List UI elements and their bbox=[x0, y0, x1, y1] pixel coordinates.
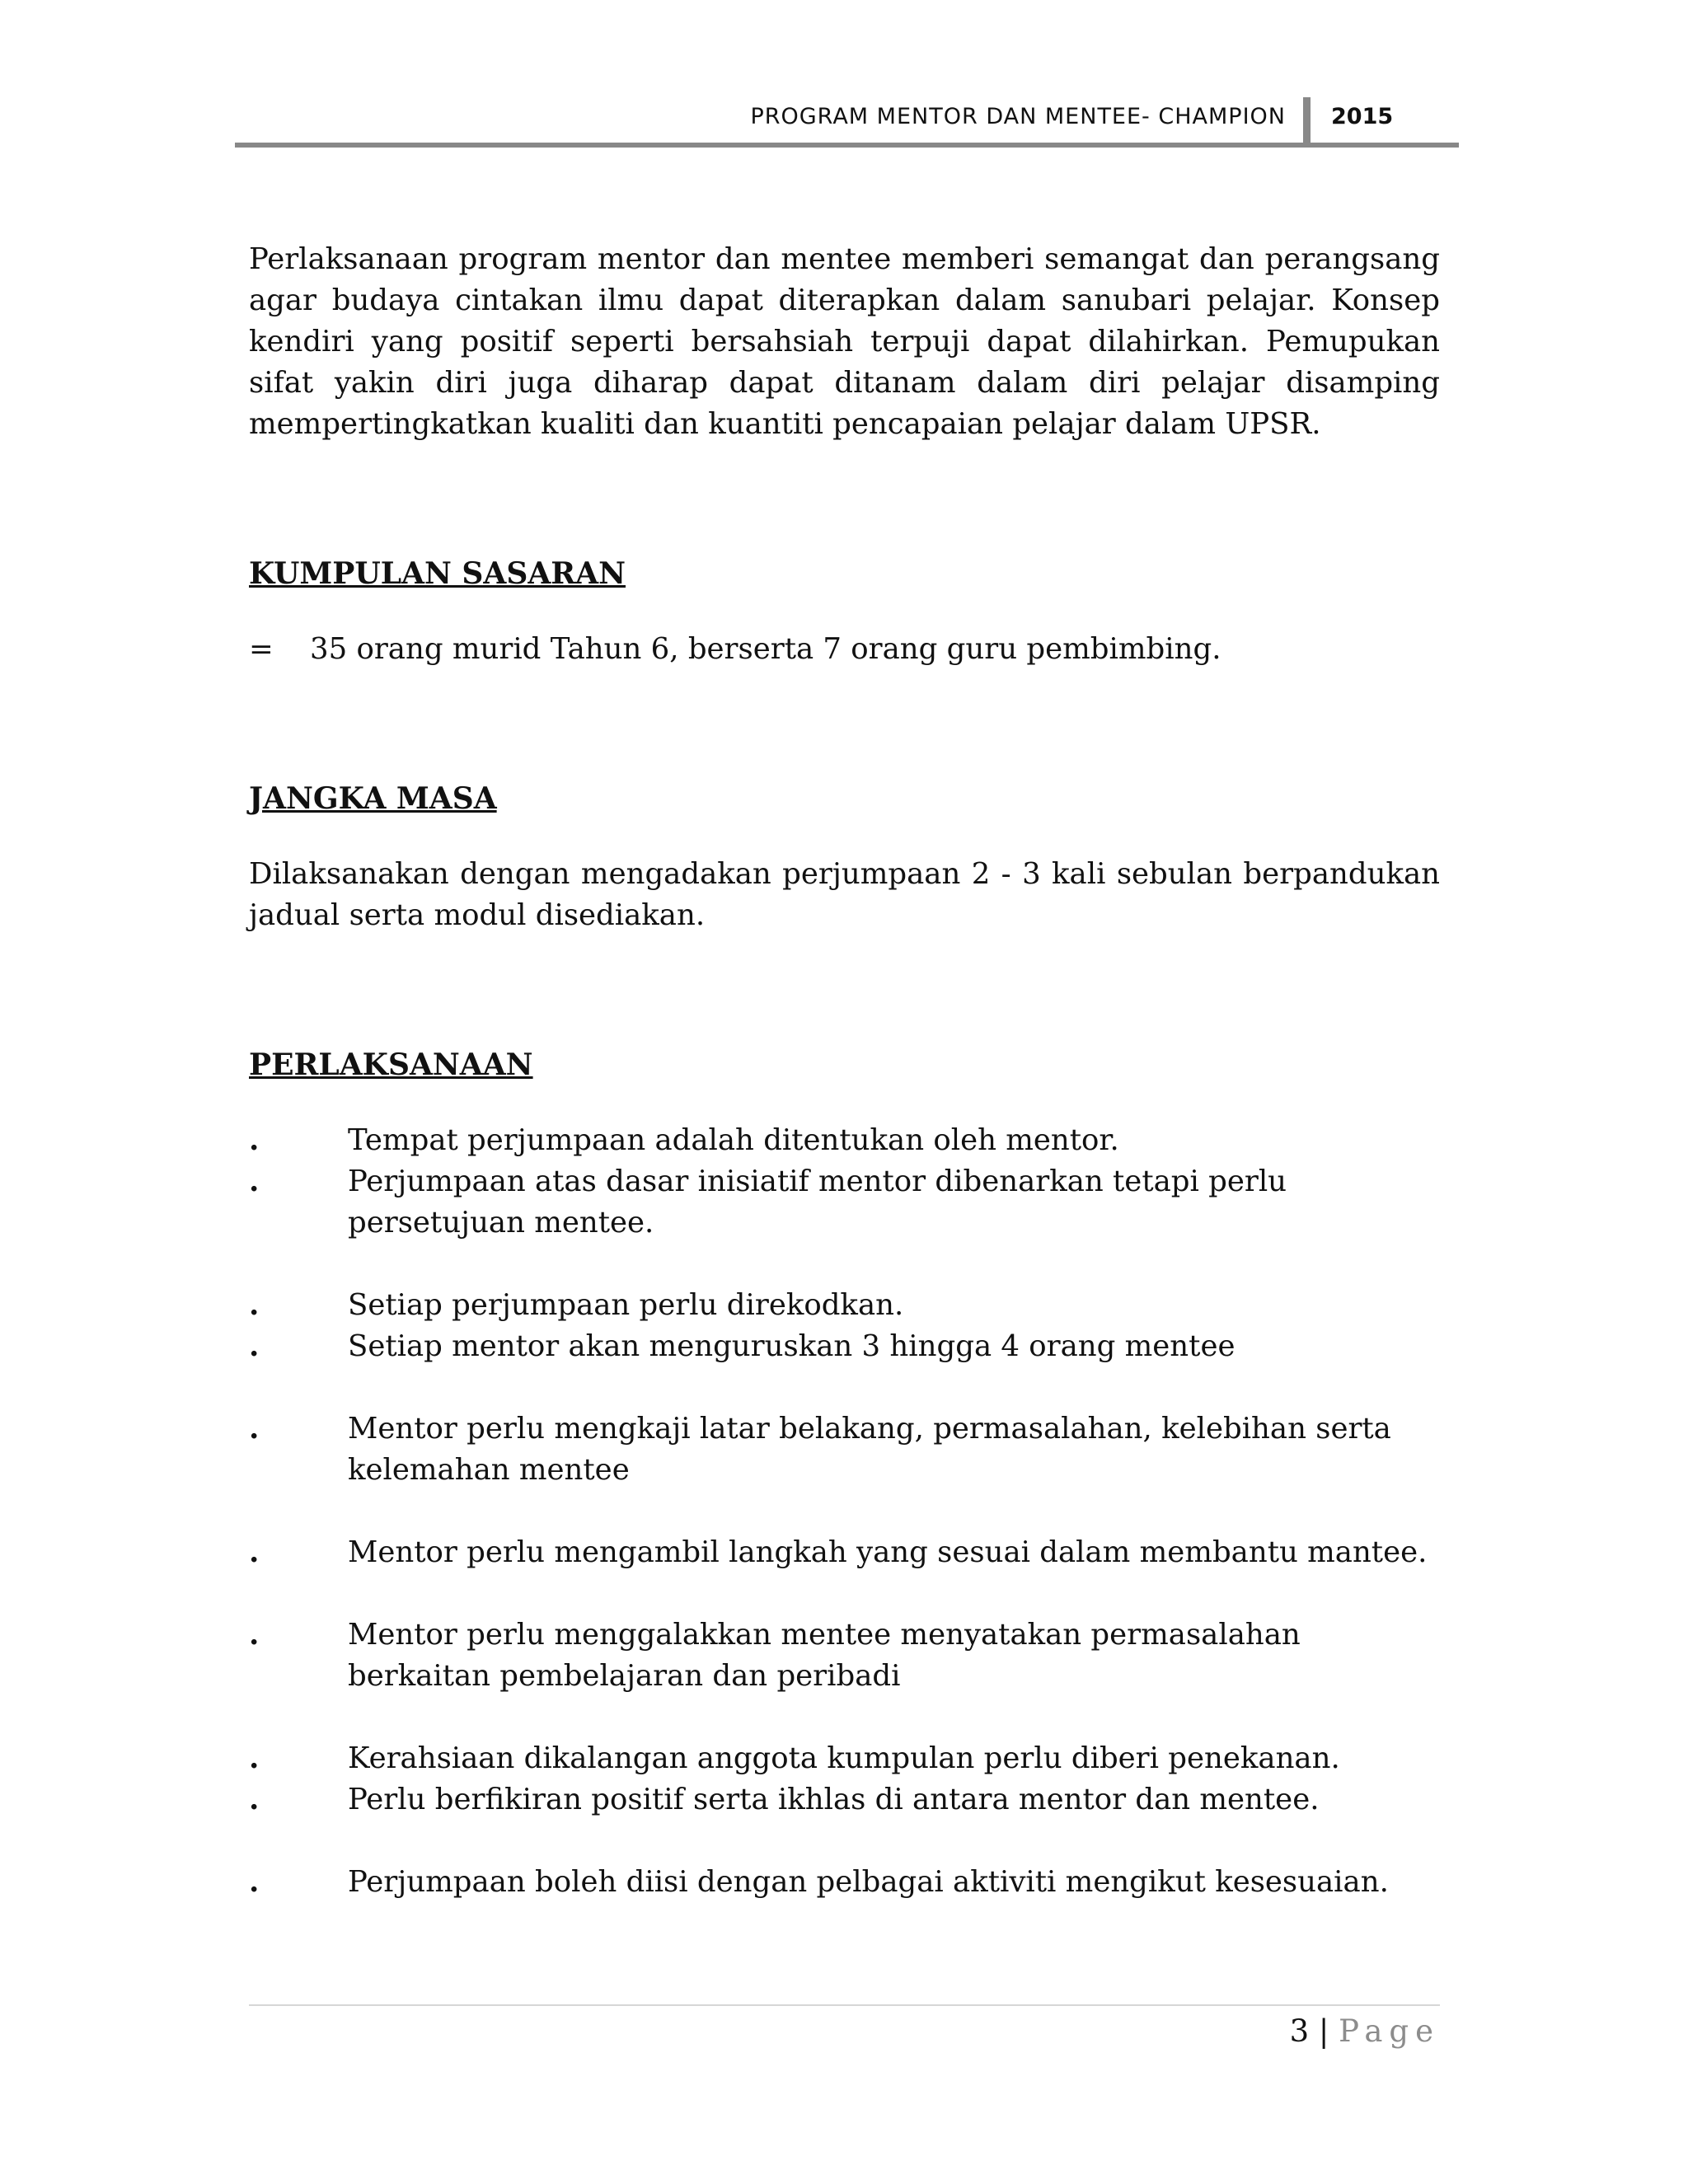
page-label: Page bbox=[1339, 2013, 1440, 2049]
list-spacer bbox=[249, 1697, 1440, 1738]
list-item: . Kerahsiaan dikalangan anggota kumpulan perlu diberi penekanan. bbox=[249, 1738, 1440, 1779]
equals-symbol: = bbox=[249, 632, 274, 666]
list-item: . Mentor perlu menggalakkan mentee menyatakan permasalahan berkaitan pembelajaran dan peribadi bbox=[249, 1615, 1440, 1697]
list-item: . Setiap perjumpaan perlu direkodkan. bbox=[249, 1285, 1440, 1326]
list-spacer bbox=[249, 1821, 1440, 1862]
list-item: . Perlu berfikiran positif serta ikhlas di antara mentor dan mentee. bbox=[249, 1779, 1440, 1821]
footer-separator: | bbox=[1318, 2013, 1329, 2049]
page-number: 3 bbox=[1289, 2013, 1310, 2049]
bullet: . bbox=[249, 1412, 260, 1446]
page-footer bbox=[1290, 2013, 1440, 2049]
bullet: . bbox=[249, 1865, 260, 1899]
document-body bbox=[249, 239, 1440, 1903]
list-spacer bbox=[249, 1244, 1440, 1285]
bullet: . bbox=[249, 1165, 260, 1198]
heading-jangka-masa: JANGKA MASA bbox=[249, 781, 497, 816]
list-item: . Tempat perjumpaan adalah ditentukan oleh mentor. bbox=[249, 1120, 1440, 1161]
target-group-line bbox=[249, 629, 1440, 670]
bullet: . bbox=[249, 1783, 260, 1816]
page-header bbox=[235, 97, 1459, 147]
list-spacer bbox=[249, 1491, 1440, 1532]
list-item: . Perjumpaan atas dasar inisiatif mentor dibenarkan tetapi perlu persetujuan mentee. bbox=[249, 1161, 1440, 1244]
target-group-text: 35 orang murid Tahun 6, berserta 7 orang guru pembimbing. bbox=[310, 632, 1221, 666]
duration-paragraph: Dilaksanakan dengan mengadakan perjumpaan 2 - 3 kali sebulan berpandukan jadual serta modul disediakan. bbox=[249, 857, 1440, 932]
bullet: . bbox=[249, 1618, 260, 1652]
header-separator bbox=[1303, 97, 1311, 145]
bullet: . bbox=[249, 1535, 260, 1569]
bullet: . bbox=[249, 1741, 260, 1775]
header-title: PROGRAM MENTOR DAN MENTEE- CHAMPION bbox=[750, 104, 1286, 129]
bullet: . bbox=[249, 1329, 260, 1363]
list-spacer bbox=[249, 1573, 1440, 1615]
intro-paragraph: Perlaksanaan program mentor dan mentee memberi semangat dan perangsang agar budaya cintakan ilmu dapat diterapkan dalam sanubari pelajar. Konsep kendiri yang positif seperti bersahsiah terpuji dapat dilahirkan. Pemupukan sifat yakin diri juga diharap dapat ditanam dalam diri pelajar disamping mempertingkatkan kualiti dan kuantiti pencapaian pelajar dalam UPSR. bbox=[249, 242, 1440, 441]
list-item: . Perjumpaan boleh diisi dengan pelbagai aktiviti mengikut kesesuaian. bbox=[249, 1862, 1440, 1903]
header-year: 2015 bbox=[1331, 104, 1394, 129]
bullet: . bbox=[249, 1288, 260, 1322]
list-item: . Mentor perlu mengambil langkah yang sesuai dalam membantu mantee. bbox=[249, 1532, 1440, 1573]
list-spacer bbox=[249, 1367, 1440, 1408]
heading-perlaksanaan: PERLAKSANAAN bbox=[249, 1047, 533, 1082]
list-item: . Setiap mentor akan menguruskan 3 hingga 4 orang mentee bbox=[249, 1326, 1440, 1367]
list-item: . Mentor perlu mengkaji latar belakang, permasalahan, kelebihan serta kelemahan mentee bbox=[249, 1408, 1440, 1491]
bullet: . bbox=[249, 1123, 260, 1157]
implementation-list bbox=[249, 1120, 1440, 1903]
heading-kumpulan-sasaran: KUMPULAN SASARAN bbox=[249, 556, 626, 591]
footer-rule bbox=[249, 2004, 1440, 2006]
header-rule bbox=[235, 143, 1459, 148]
